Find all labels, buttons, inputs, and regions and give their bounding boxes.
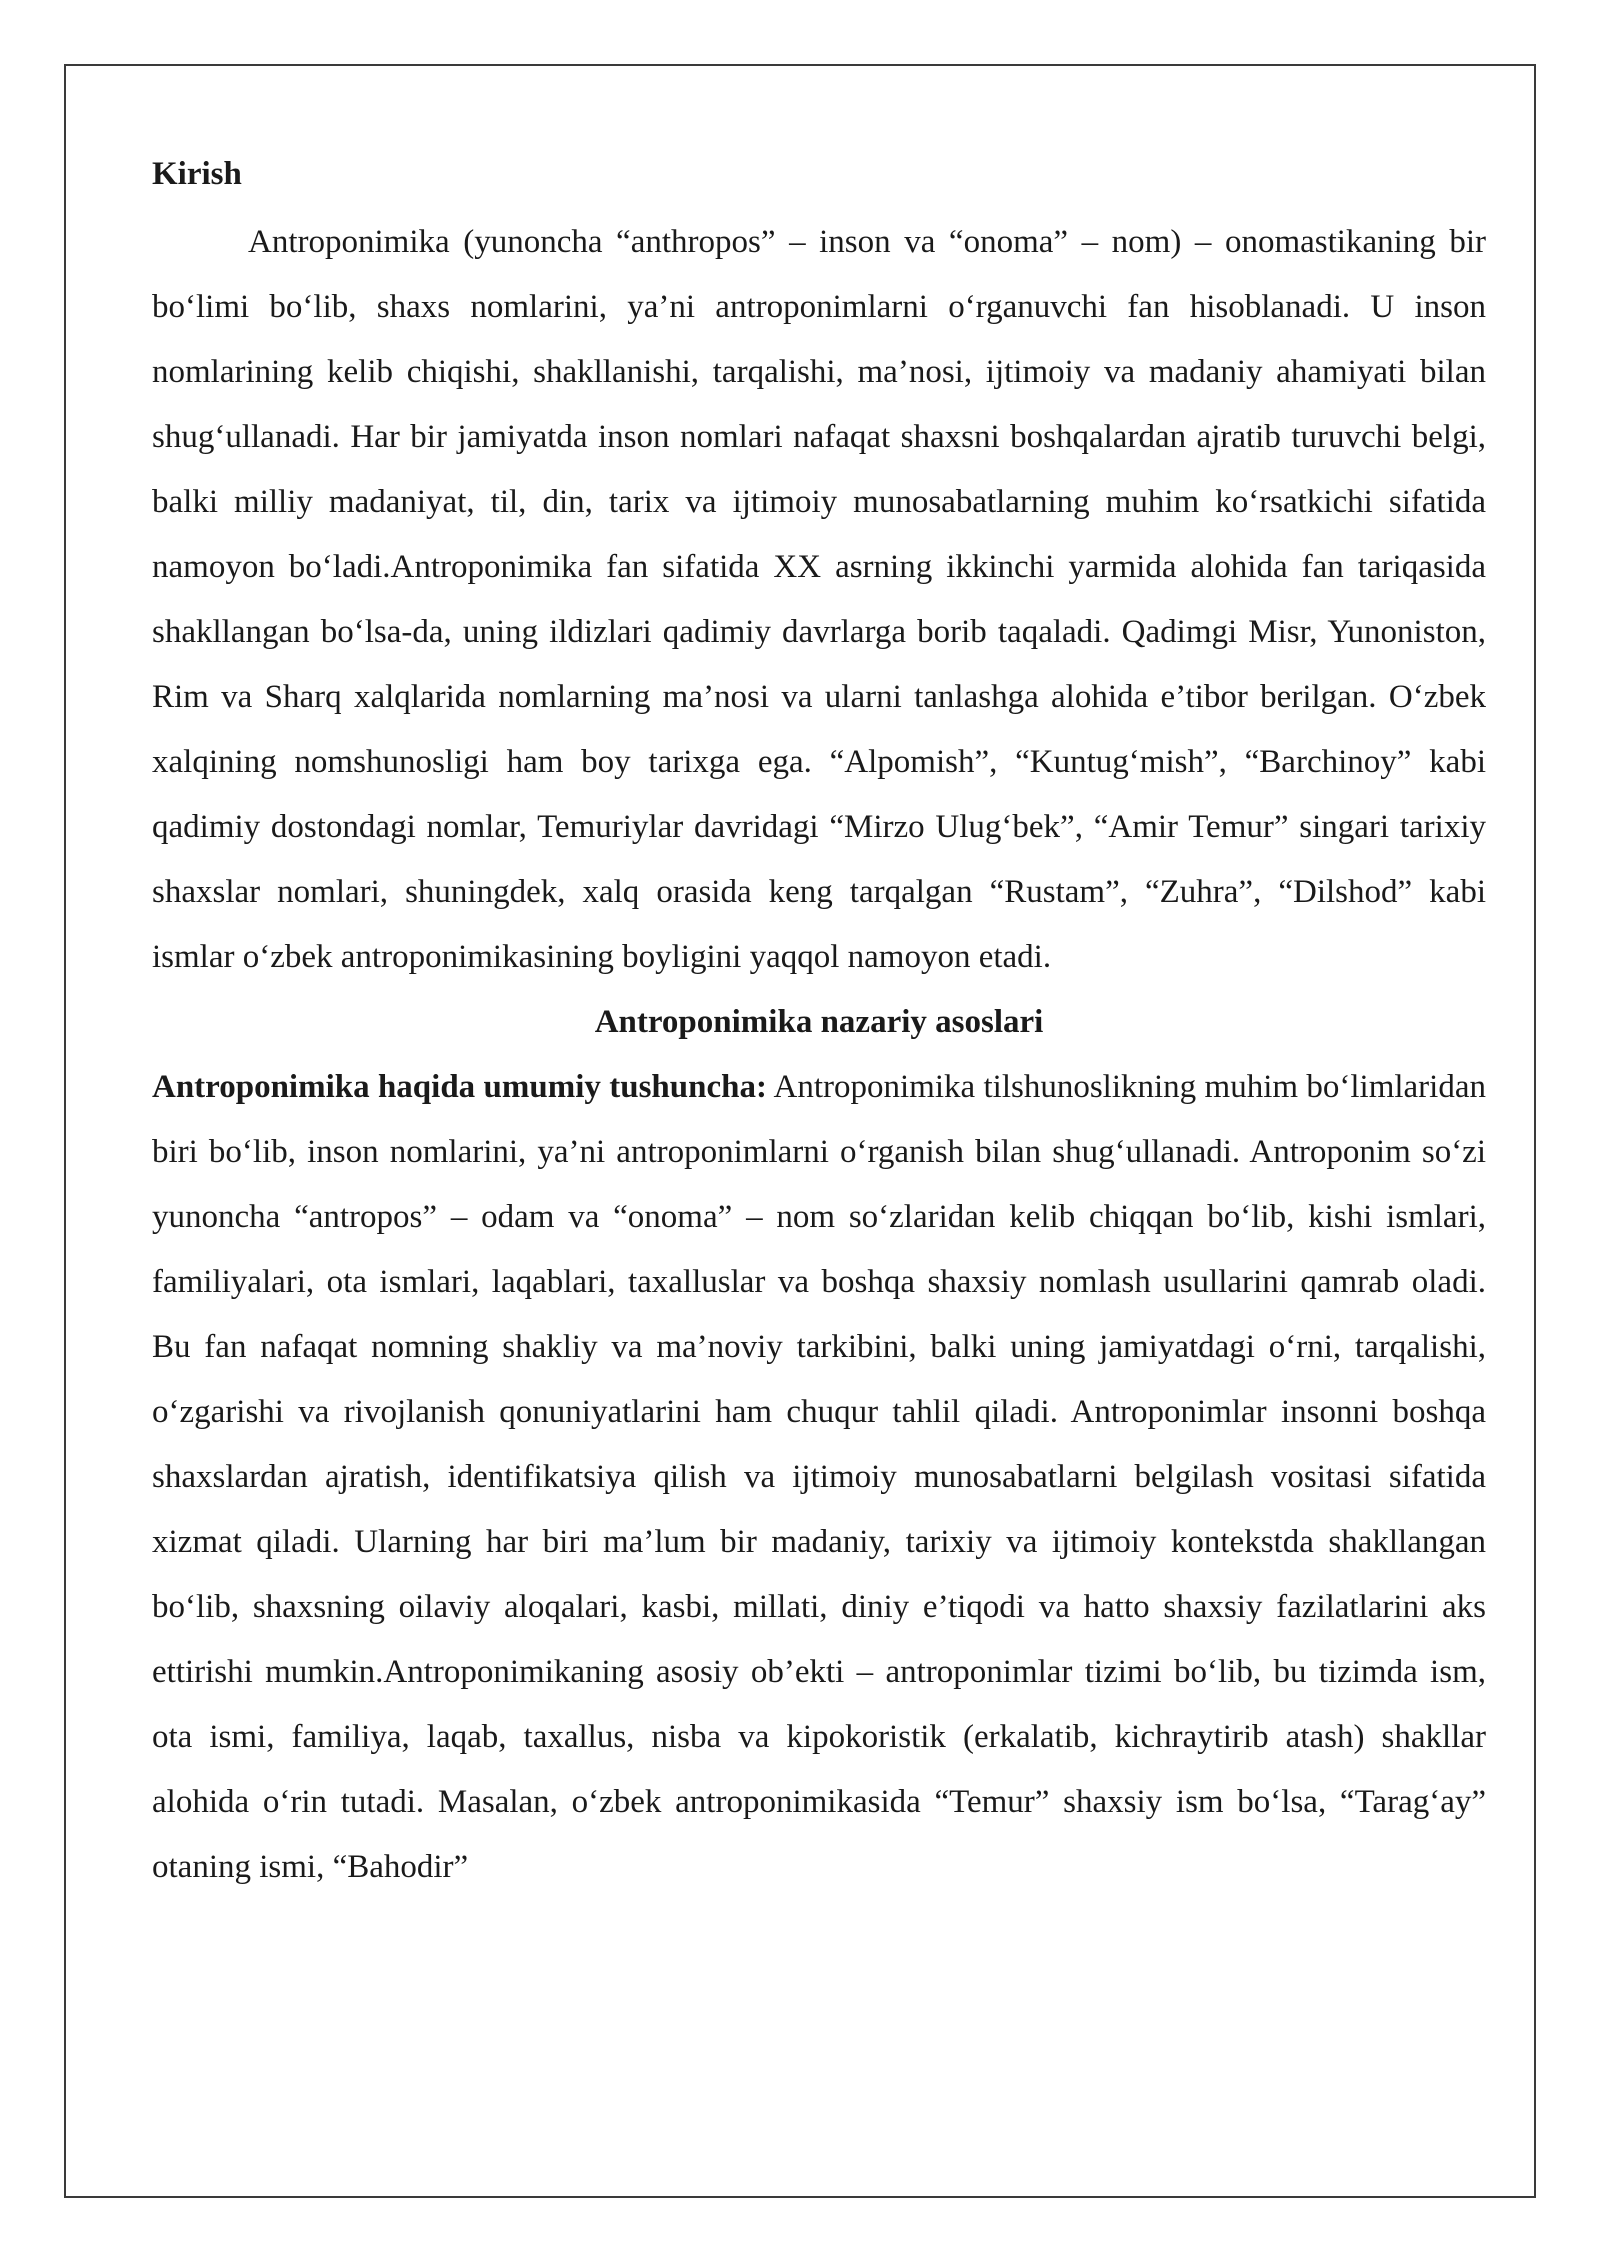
section-lead: Antroponimika haqida umumiy tushuncha:: [152, 1069, 767, 1105]
page-heading: Kirish: [152, 156, 242, 192]
intro-paragraph: Antroponimika (yunoncha “anthropos” – inson va “onoma” – nom) – onomastikaning bir bo‘limi bo‘lib, shaxs nomlarini, ya’ni antroponimlarni o‘rganuvchi fan hisoblanadi. U inson nomlarining kelib chiqishi, shakllanishi, tarqalishi, ma’nosi, ijtimoiy va madaniy ahamiyati bilan shug‘ullanadi. Har bir jamiyatda inson nomlari nafaqat shaxsni boshqalardan ajratib turuvchi belgi, balki milliy madaniyat, til, din, tarix va ijtimoiy munosabatlarning muhim ko‘rsatkichi sifatida namoyon bo‘ladi.Antroponimika fan sifatida XX asrning ikkinchi yarmida alohida fan tariqasida shakllangan bo‘lsa-da, uning ildizlari qadimiy davrlarga borib taqaladi. Qadimgi Misr, Yunoniston, Rim va Sharq xalqlarida nomlarning ma’nosi va ularni tanlashga alohida e’tibor berilgan. O‘zbek xalqining nomshunosligi ham boy tarixga ega. “Alpomish”, “Kuntug‘mish”, “Barchinoy” kabi qadimiy dostondagi nomlar, Temuriylar davridagi “Mirzo Ulug‘bek”, “Amir Temur” singari tarixiy shaxslar nomlari, shuningdek, xalq orasida keng tarqalgan “Rustam”, “Zuhra”, “Dilshod” kabi ismlar o‘zbek antroponimikasining boyligini yaqqol namoyon etadi.: [152, 224, 1486, 975]
document-body: [152, 138, 1486, 1900]
section-paragraph-text: Antroponimika tilshunoslikning muhim bo‘limlaridan biri bo‘lib, inson nomlarini, ya’ni antroponimlarni o‘rganish bilan shug‘ullanadi. Antroponim so‘zi yunoncha “antropos” – odam va “onoma” – nom so‘zlaridan kelib chiqqan bo‘lib, kishi ismlari, familiyalari, ota ismlari, laqablari, taxalluslar va boshqa shaxsiy nomlash usullarini qamrab oladi. Bu fan nafaqat nomning shakliy va ma’noviy tarkibini, balki uning jamiyatdagi o‘rni, tarqalishi, o‘zgarishi va rivojlanish qonuniyatlarini ham chuqur tahlil qiladi. Antroponimlar insonni boshqa shaxslardan ajratish, identifikatsiya qilish va ijtimoiy munosabatlarni belgilash vositasi sifatida xizmat qiladi. Ularning har biri ma’lum bir madaniy, tarixiy va ijtimoiy kontekstda shakllangan bo‘lib, shaxsning oilaviy aloqalari, kasbi, millati, diniy e’tiqodi va hatto shaxsiy fazilatlarini aks ettirishi mumkin.Antroponimikaning asosiy ob’ekti – antroponimlar tizimi bo‘lib, bu tizimda ism, ota ismi, familiya, laqab, taxallus, nisba va kipokoristik (erkalatib, kichraytirib atash) shakllar alohida o‘rin tutadi. Masalan, o‘zbek antroponimikasida “Temur” shaxsiy ism bo‘lsa, “Tarag‘ay” otaning ismi, “Bahodir”: [152, 1069, 1486, 1885]
section-paragraph: [152, 1055, 1486, 1900]
section-title: Antroponimika nazariy asoslari: [594, 1004, 1044, 1040]
